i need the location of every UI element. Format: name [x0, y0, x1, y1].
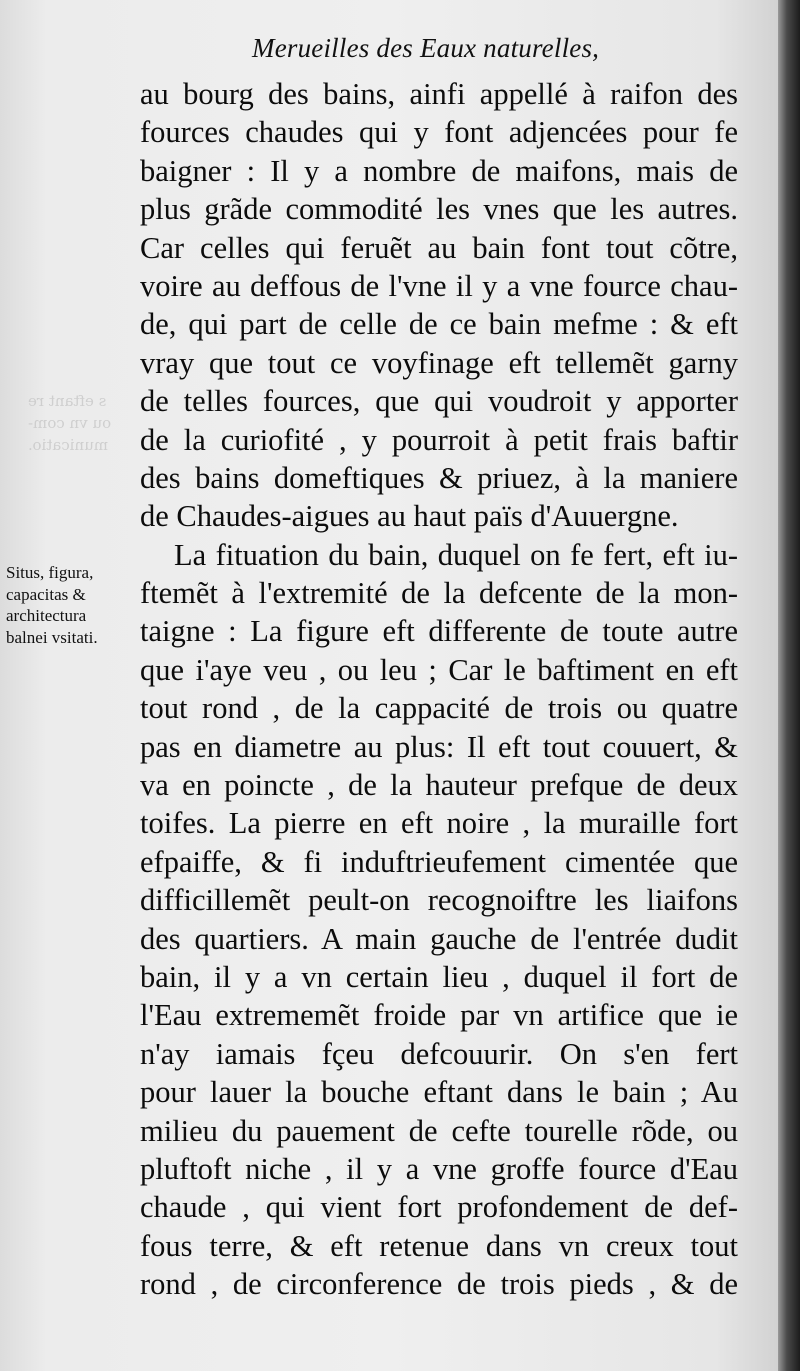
text-line: milieu du pauement de cefte tourelle rõde, ou	[140, 1113, 738, 1148]
text-line: tout rond , de la cappacité de trois ou quatre	[140, 691, 738, 726]
text-line: de Chaudes-aigues au haut païs d'Auuergne.	[140, 499, 679, 534]
text-line: rond , de circonference de trois pieds , & de	[140, 1267, 738, 1302]
text-line: plus grãde commodité les vnes que les autres.	[140, 192, 738, 227]
text-line: toifes. La pierre en eft noire , la muraille fort	[140, 806, 738, 841]
bleed-through-text: s eftant re ou vn com- municatio.	[28, 392, 112, 454]
margin-note-line: Situs, figura,	[6, 563, 94, 582]
margin-note-line: architectura	[6, 606, 87, 625]
text-line: La fituation du bain, duquel on fe fert, eft iu-	[174, 537, 738, 572]
body-text	[140, 75, 738, 1304]
text-line: pas en diametre au plus: Il eft tout couuert, &	[140, 729, 738, 764]
text-line: chaude , qui vient fort profondement de def-	[140, 1190, 738, 1225]
text-line: Car celles qui feruẽt au bain font tout cõtre,	[140, 230, 738, 265]
text-line: de telles fources, que qui voudroit y apporter	[140, 384, 738, 419]
text-line: baigner : Il y a nombre de maifons, mais de	[140, 153, 738, 188]
text-line: n'ay iamais fçeu defcouurir. On s'en fert	[140, 1036, 738, 1071]
text-line: voire au deffous de l'vne il y a vne fource chau-	[140, 268, 738, 303]
margin-note	[6, 562, 156, 648]
text-line: efpaiffe, & fi induftrieufement cimentée que	[140, 844, 738, 879]
text-line: ftemẽt à l'extremité de la defcente de la mon-	[140, 576, 738, 611]
text-line: difficillemẽt peult-on recognoiftre les liaifons	[140, 883, 738, 918]
text-line: des bains domeftiques & priuez, à la maniere	[140, 460, 738, 495]
text-line: fources chaudes qui y font adjencées pour fe	[140, 115, 738, 150]
text-line: au bourg des bains, ainfi appellé à raifon des	[140, 77, 738, 111]
text-line: l'Eau extrememẽt froide par vn artifice que ie	[140, 998, 738, 1033]
text-line: fous terre, & eft retenue dans vn creux tout	[140, 1228, 738, 1263]
text-line: pluftoft niche , il y a vne groffe fource d'Eau	[140, 1151, 738, 1186]
running-head: Merueilles des Eaux naturelles,	[252, 33, 600, 63]
text-line: pour lauer la bouche eftant dans le bain ; Au	[140, 1075, 738, 1110]
text-line: vray que tout ce voyfinage eft tellemẽt garny	[140, 345, 738, 380]
margin-note-line: balnei vsitati.	[6, 627, 98, 647]
text-line: de, qui part de celle de ce bain mefme : & eft	[140, 307, 738, 342]
text-line: que i'aye veu , ou leu ; Car le baftiment en eft	[140, 652, 738, 687]
text-line: bain, il y a vn certain lieu , duquel il fort de	[140, 959, 738, 994]
text-line: taigne : La figure eft differente de toute autre	[140, 614, 738, 649]
margin-note-line: capacitas &	[6, 584, 86, 604]
text-line: de la curiofité , y pourroit à petit frais baftir	[140, 422, 738, 457]
text-line: va en poincte , de la hauteur prefque de deux	[140, 768, 738, 803]
text-line: des quartiers. A main gauche de l'entrée dudit	[140, 921, 738, 956]
page-edge-shadow	[778, 0, 800, 1371]
